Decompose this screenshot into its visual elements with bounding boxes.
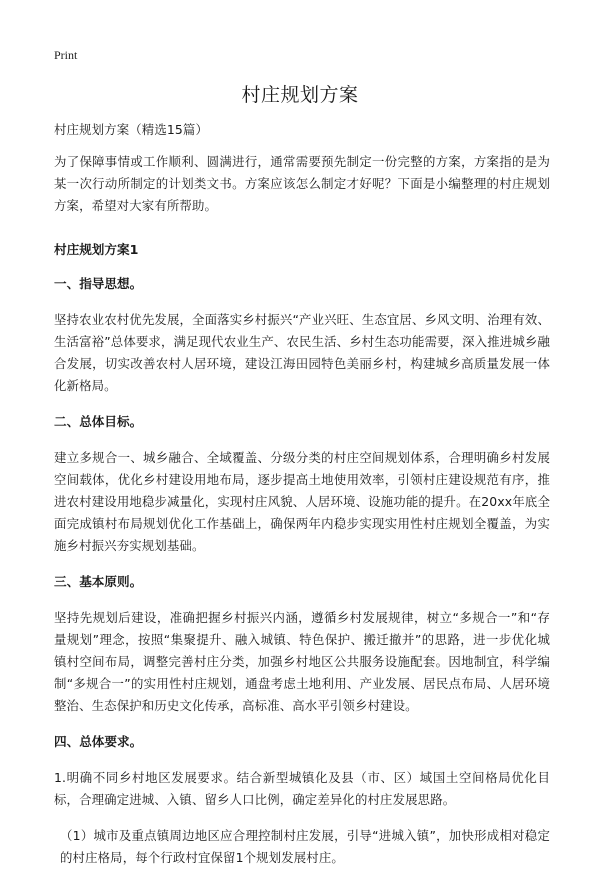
intro-paragraph: 为了保障事情或工作顺利、圆满进行，通常需要预先制定一份完整的方案，方案指的是为某一次行动所制定的计划类文书。方案应该怎么制定才好呢？下面是小编整理的村庄规划方案，希望对大家有所帮助。 <box>54 154 550 213</box>
heading-basic-principles: 三、基本原则。 <box>54 574 143 589</box>
page-title: 村庄规划方案 <box>241 84 359 106</box>
paragraph-requirement-1: 1.明确不同乡村地区发展要求。结合新型城镇化及县（市、区）域国土空间格局优化目标，合理确定进城、入镇、留乡人口比例，确定差异化的村庄发展思路。 <box>54 770 550 807</box>
document-subtitle: 村庄规划方案（精选15篇） <box>54 122 209 137</box>
paragraph-requirement-1-1: （1）城市及重点镇周边地区应合理控制村庄发展，引导“进城入镇”，加快形成相对稳定的村庄格局，每个行政村宜保留1个规划发展村庄。 <box>60 828 550 865</box>
paragraph-guiding-ideology: 坚持农业农村优先发展，全面落实乡村振兴“产业兴旺、生态宜居、乡风文明、治理有效、生活富裕”总体要求，满足现代农业生产、农民生活、乡村生态功能需要，深入推进城乡融合发展，切实改善农村人居环境，建设江海田园特色美丽乡村，构建城乡高质量发展一体化新格局。 <box>54 312 550 393</box>
heading-guiding-ideology: 一、指导思想。 <box>54 276 143 291</box>
paragraph-basic-principles: 坚持先规划后建设，准确把握乡村振兴内涵，遵循乡村发展规律，树立“多规合一”和“存量规划”理念，按照“集聚提升、融入城镇、特色保护、搬迁撤并”的思路，进一步优化城镇村空间布局，调整完善村庄分类，加强乡村地区公共服务设施配套。因地制宜，科学编制“多规合一”的实用性村庄规划，通盘考虑土地利用、产业发展、居民点布局、人居环境整治、生态保护和历史文化传承，高标准、高水平引领乡村建设。 <box>54 610 550 713</box>
print-link[interactable]: Print <box>54 48 78 62</box>
heading-overall-goals: 二、总体目标。 <box>54 414 143 429</box>
heading-overall-requirements: 四、总体要求。 <box>54 734 143 749</box>
document-body <box>54 119 550 883</box>
section-title: 村庄规划方案1 <box>54 242 139 257</box>
paragraph-overall-goals: 建立多规合一、城乡融合、全域覆盖、分级分类的村庄空间规划体系，合理明确乡村发展空间载体，优化乡村建设用地布局，逐步提高土地使用效率，引领村庄建设规范有序，推进农村建设用地稳步减量化，实现村庄风貌、人居环境、设施功能的提升。在20xx年底全面完成镇村布局规划优化工作基础上，确保两年内稳步实现实用性村庄规划全覆盖，为实施乡村振兴夯实规划基础。 <box>54 450 550 553</box>
